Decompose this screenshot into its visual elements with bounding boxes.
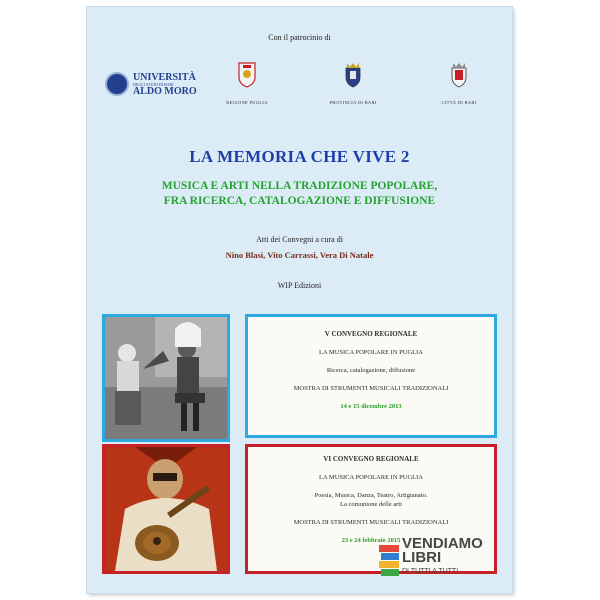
subtitle-line-1: MUSICA E ARTI NELLA TRADIZIONE POPOLARE, xyxy=(161,180,438,192)
convegno-v-line-2: Ricerca, catalogazione, diffusione xyxy=(326,367,416,374)
university-logo xyxy=(105,72,197,96)
vendiamo-libri-watermark xyxy=(378,535,483,589)
convegno-vi-line-2: Poesia, Musica, Danza, Teatro, Artigianato. xyxy=(314,492,428,499)
convegno-vi-line-1: LA MUSICA POPOLARE IN PUGLIA xyxy=(318,474,423,481)
convegno-v-panel xyxy=(245,314,497,438)
citta-logo xyxy=(429,62,489,105)
editors-names: Nino Blasi, Vito Carrassi, Vera Di Natale xyxy=(225,250,374,260)
sponsor-logos xyxy=(87,62,512,122)
convegno-vi-line-4: MOSTRA DI STRUMENTI MUSICALI TRADIZIONALI xyxy=(293,519,449,526)
provincia-label: PROVINCIA DI BARI xyxy=(329,100,377,105)
citta-crest-icon xyxy=(450,62,468,88)
book-title: LA MEMORIA CHE VIVE 2 xyxy=(189,147,410,166)
patrocinio-label: Con il patrocinio di xyxy=(268,33,331,42)
convegno-v-date: 14 e 15 dicembre 2013 xyxy=(340,403,402,410)
university-subname: DEGLI STUDI DI BARI xyxy=(133,81,174,87)
books-stack-icon xyxy=(378,543,400,579)
watermark-libri: LIBRI xyxy=(402,549,442,566)
university-name: UNIVERSITÀ xyxy=(133,71,196,83)
provincia-crest-icon xyxy=(344,62,362,88)
atti-label: Atti dei Convegni a cura di xyxy=(256,235,343,244)
phonograph-photo-image xyxy=(105,317,227,439)
convegno-v-line-1: LA MUSICA POPOLARE IN PUGLIA xyxy=(318,349,423,356)
convegno-v-title: V CONVEGNO REGIONALE xyxy=(324,330,418,338)
watermark-subtitle: DI TUTTI A TUTTI xyxy=(402,568,459,575)
book-cover xyxy=(87,7,512,593)
provincia-logo xyxy=(323,62,383,105)
convegno-v-line-3: MOSTRA DI STRUMENTI MUSICALI TRADIZIONALI xyxy=(293,385,449,392)
regione-crest-icon xyxy=(238,62,256,88)
convegno-vi-date: 23 e 24 febbraio 2015 xyxy=(341,537,401,544)
regione-label: REGIONE PUGLIA xyxy=(226,100,268,105)
convegno-vi-title: VI CONVEGNO REGIONALE xyxy=(323,455,419,463)
watermark-vendiamo: VENDIAMO xyxy=(402,535,483,552)
regione-logo xyxy=(217,62,277,105)
citta-label: CITTÀ DI BARI xyxy=(441,100,477,105)
university-seal-icon xyxy=(105,72,129,96)
painting-image xyxy=(102,444,230,574)
mandolin-player-painting xyxy=(105,447,227,571)
historical-photo xyxy=(102,314,230,442)
publisher-name: WIP Edizioni xyxy=(277,281,322,290)
convegno-vi-line-3: La comunione delle arti xyxy=(340,501,402,508)
book-subtitle xyxy=(87,179,512,209)
university-aldo-moro: ALDO MORO xyxy=(133,85,197,97)
subtitle-line-2: FRA RICERCA, CATALOGAZIONE E DIFFUSIONE xyxy=(163,195,436,207)
